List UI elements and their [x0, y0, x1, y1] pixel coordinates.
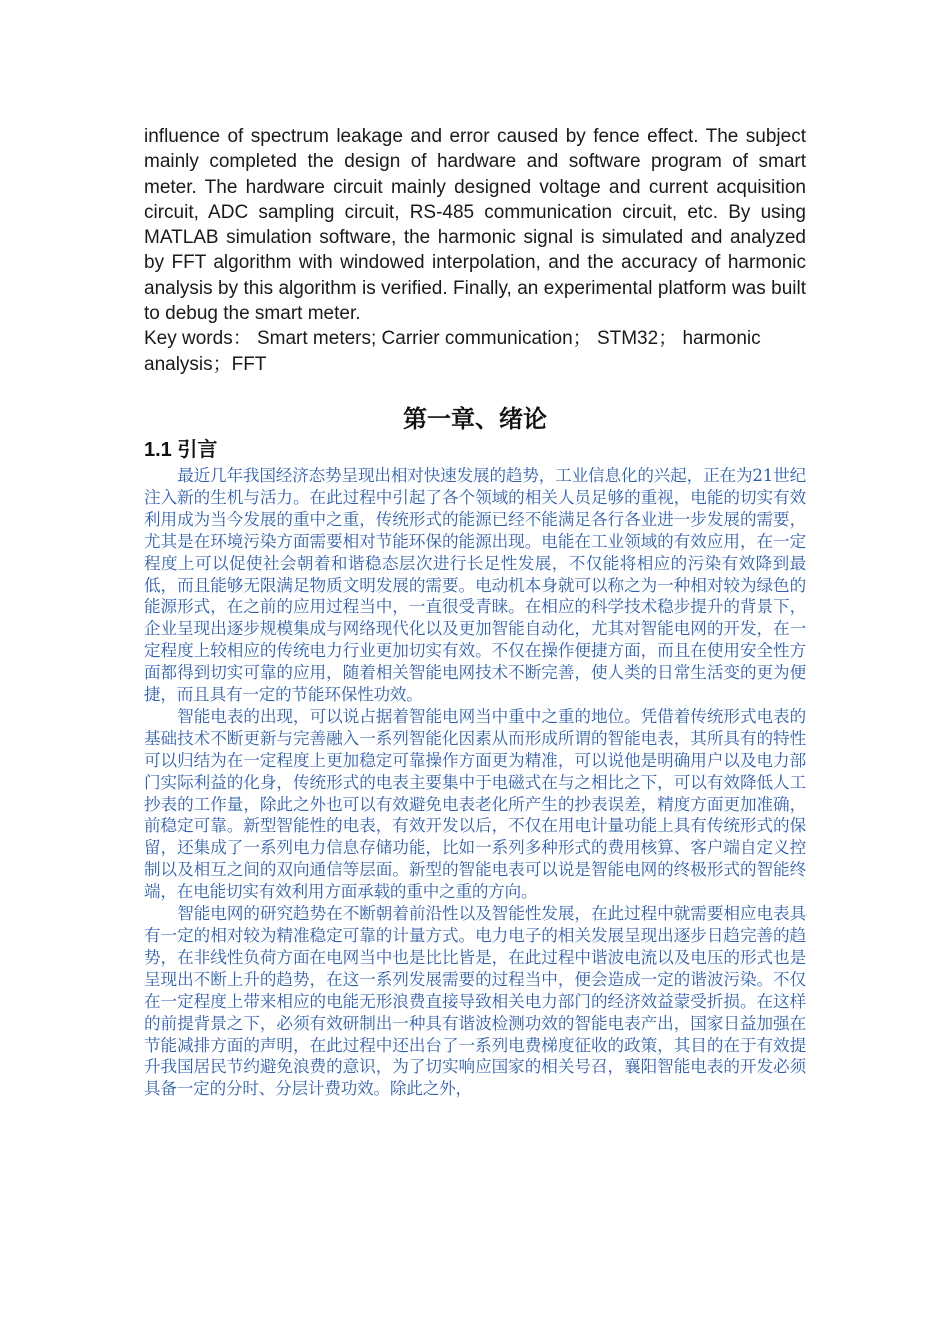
section-title: 1.1 引言 [144, 438, 218, 461]
body-paragraph-1: 最近几年我国经济态势呈现出相对快速发展的趋势，工业信息化的兴起，正在为21世纪注入新的生机与活力。在此过程中引起了各个领域的相关人员足够的重视，电能的切实有效利用成为当今发展的重中之重，传统形式的能源已经不能满足各行各业进一步发展的需要，尤其是在环境污染方面需要相对节能环保的能源出现。电能在工业领域的有效应用，在一定程度上可以促使社会朝着和谐稳态层次进行长足性发展，不仅能将相应的污染有效降到最低，而且能够无限满足物质文明发展的需要。电动机本身就可以称之为一种相对较为绿色的能源形式，在之前的应用过程当中，一直很受青睐。在相应的科学技术稳步提升的背景下，企业呈现出逐步规模集成与网络现代化以及更加智能自动化，尤其对智能电网的开发，在一定程度上较相应的传统电力行业更加切实有效。不仅在操作便捷方面，而且在使用安全性方面都得到切实可靠的应用，随着相关智能电网技术不断完善，使人类的日常生活变的更为便捷，而且具有一定的节能环保性功效。 [144, 465, 806, 705]
body-paragraph-2: 智能电表的出现，可以说占据着智能电网当中重中之重的地位。凭借着传统形式电表的基础技术不断更新与完善融入一系列智能化因素从而形成所谓的智能电表，其所具有的特性可以归结为在一定程度上更加稳定可靠操作方面更为精准，可以说他是明确用户以及电力部门实际利益的化身，传统形式的电表主要集中于电磁式在与之相比之下，可以有效降低人工抄表的工作量，除此之外也可以有效避免电表老化所产生的抄表误差，精度方面更加准确，前稳定可靠。新型智能性的电表，有效开发以后，不仅在用电计量功能上具有传统形式的保留，还集成了一系列电力信息存储功能，比如一系列多种形式的费用核算、客户端自定义控制以及相互之间的双向通信等层面。新型的智能电表可以说是智能电网的终极形式的智能终端，在电能切实有效利用方面承载的重中之重的方向。 [144, 706, 806, 902]
abstract-text: influence of spectrum leakage and error caused by fence effect. The subject mainly completed the design of hardware and software program of smart meter. The hardware circuit mainly designed voltage and current acquisition circuit, ADC sampling circuit, RS-485 communication circuit, etc. By using MATLAB simulation software, the harmonic signal is simulated and analyzed by FFT algorithm with windowed interpolation, and the accuracy of harmonic analysis by this algorithm is verified. Finally, an experimental platform was built to debug the smart meter. [144, 126, 806, 325]
body-paragraph-3: 智能电网的研究趋势在不断朝着前沿性以及智能性发展，在此过程中就需要相应电表具有一定的相对较为精准稳定可靠的计量方式。电力电子的相关发展呈现出逐步日趋完善的趋势，在非线性负荷方面在电网当中也是比比皆是，在此过程中谐波电流以及电压的形式也是呈现出不断上升的趋势，在这一系列发展需要的过程当中，便会造成一定的谐波污染。不仅在一定程度上带来相应的电能无形浪费直接导致相关电力部门的经济效益蒙受折损。在这样的前提背景之下，必须有效研制出一种具有谐波检测功效的智能电表产出，国家日益加强在节能减排方面的声明，在此过程中还出台了一系列电费梯度征收的政策，其目的在于有效提升我国居民节约避免浪费的意识，为了切实响应国家的相关号召，襄阳智能电表的开发必须具备一定的分时、分层计费功效。除此之外， [144, 904, 806, 1099]
document-page [144, 124, 806, 1100]
chapter-title: 第一章、绪论 [403, 403, 547, 433]
keywords-line: Key words： Smart meters; Carrier communication； STM32； harmonic analysis；FFT [144, 328, 761, 375]
